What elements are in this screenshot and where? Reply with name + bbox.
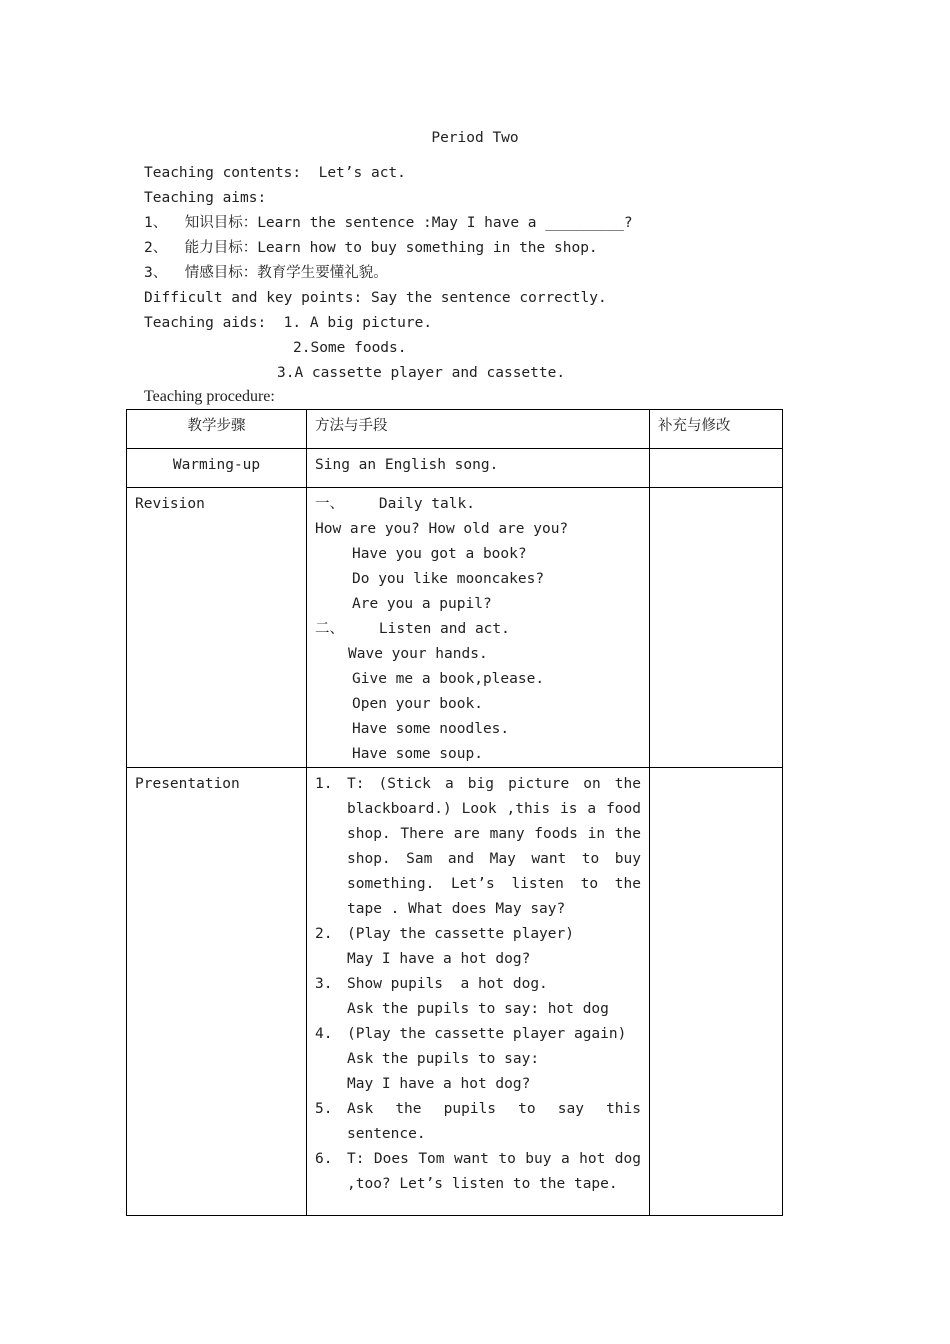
revision-line: Wave your hands. bbox=[348, 646, 488, 662]
method-warming-up: Sing an English song. bbox=[307, 449, 650, 488]
item-text: T: Does Tom want to buy a hot dog ,too? Let’s listen to the tape. bbox=[347, 1151, 641, 1192]
list-item bbox=[315, 972, 641, 1022]
revision-line: Are you a pupil? bbox=[352, 596, 492, 612]
list-item bbox=[315, 1097, 641, 1147]
revision-line: Give me a book,please. bbox=[352, 671, 545, 687]
revision-line: 二、 Listen and act. bbox=[315, 621, 510, 637]
teaching-aid-3: 3.A cassette player and cassette. bbox=[277, 365, 566, 381]
table-row bbox=[127, 768, 783, 1216]
item-line: (Play the cassette player) bbox=[347, 926, 574, 942]
item-number: 6. bbox=[315, 1151, 333, 1167]
key-points: Difficult and key points: Say the sentence correctly. bbox=[144, 290, 607, 306]
revision-line: Have some noodles. bbox=[352, 721, 510, 737]
list-item bbox=[315, 1147, 641, 1197]
item-line: Ask the pupils to say: bbox=[347, 1051, 540, 1067]
list-item bbox=[315, 1022, 641, 1097]
method-presentation bbox=[307, 768, 650, 1216]
aim-emotion: 3、 情感目标：教育学生要懂礼貌。 bbox=[144, 265, 388, 281]
teaching-aid-2: 2.Some foods. bbox=[293, 340, 407, 356]
aim-knowledge: 1、 知识目标：Learn the sentence :May I have a _________? bbox=[144, 215, 633, 231]
revision-line: Have some soup. bbox=[352, 746, 483, 762]
item-text: Ask the pupils to say this sentence. bbox=[347, 1101, 641, 1142]
notes-cell bbox=[650, 488, 783, 768]
item-line: May I have a hot dog? bbox=[347, 951, 531, 967]
item-number: 1. bbox=[315, 776, 333, 792]
step-revision: Revision bbox=[127, 488, 307, 768]
item-line: Show pupils a hot dog. bbox=[347, 976, 548, 992]
teaching-contents: Teaching contents: Let’s act. bbox=[144, 165, 406, 181]
table-row bbox=[127, 449, 783, 488]
item-line: May I have a hot dog? bbox=[347, 1076, 531, 1092]
item-text bbox=[347, 922, 641, 972]
item-number: 4. bbox=[315, 1026, 333, 1042]
item-line: (Play the cassette player again) bbox=[347, 1026, 627, 1042]
teaching-aims-label: Teaching aims: bbox=[144, 190, 267, 206]
method-revision bbox=[307, 488, 650, 768]
aim-ability: 2、 能力目标：Learn how to buy something in the shop. bbox=[144, 240, 598, 256]
procedure-label: Teaching procedure: bbox=[144, 388, 275, 405]
step-presentation: Presentation bbox=[127, 768, 307, 1216]
table-row bbox=[127, 488, 783, 768]
list-item bbox=[315, 772, 641, 922]
item-number: 2. bbox=[315, 926, 333, 942]
page-title: Period Two bbox=[431, 130, 519, 146]
table-header-row bbox=[127, 410, 783, 449]
item-line: Ask the pupils to say: hot dog bbox=[347, 1001, 609, 1017]
header-methods: 方法与手段 bbox=[307, 410, 650, 449]
revision-line: Have you got a book? bbox=[352, 546, 527, 562]
notes-cell bbox=[650, 449, 783, 488]
item-text: T: (Stick a big picture on the blackboard.) Look ,this is a food shop. There are many foods in the shop. Sam and May want to buy something. Let’s listen to the tape . What does May say? bbox=[347, 776, 641, 917]
item-number: 5. bbox=[315, 1101, 333, 1117]
teaching-intro bbox=[144, 163, 633, 388]
step-warming-up: Warming-up bbox=[127, 449, 307, 488]
revision-line: 一、 Daily talk. bbox=[315, 496, 475, 512]
header-notes: 补充与修改 bbox=[650, 410, 783, 449]
procedure-table bbox=[126, 409, 783, 1216]
revision-line: Do you like mooncakes? bbox=[352, 571, 545, 587]
notes-cell bbox=[650, 768, 783, 1216]
revision-line: How are you? How old are you? bbox=[315, 521, 569, 537]
item-text bbox=[347, 1022, 641, 1097]
item-number: 3. bbox=[315, 976, 333, 992]
list-item bbox=[315, 922, 641, 972]
header-steps: 教学步骤 bbox=[127, 410, 307, 449]
item-text bbox=[347, 972, 641, 1022]
revision-line: Open your book. bbox=[352, 696, 483, 712]
teaching-aid-1: Teaching aids: 1. A big picture. bbox=[144, 315, 433, 331]
